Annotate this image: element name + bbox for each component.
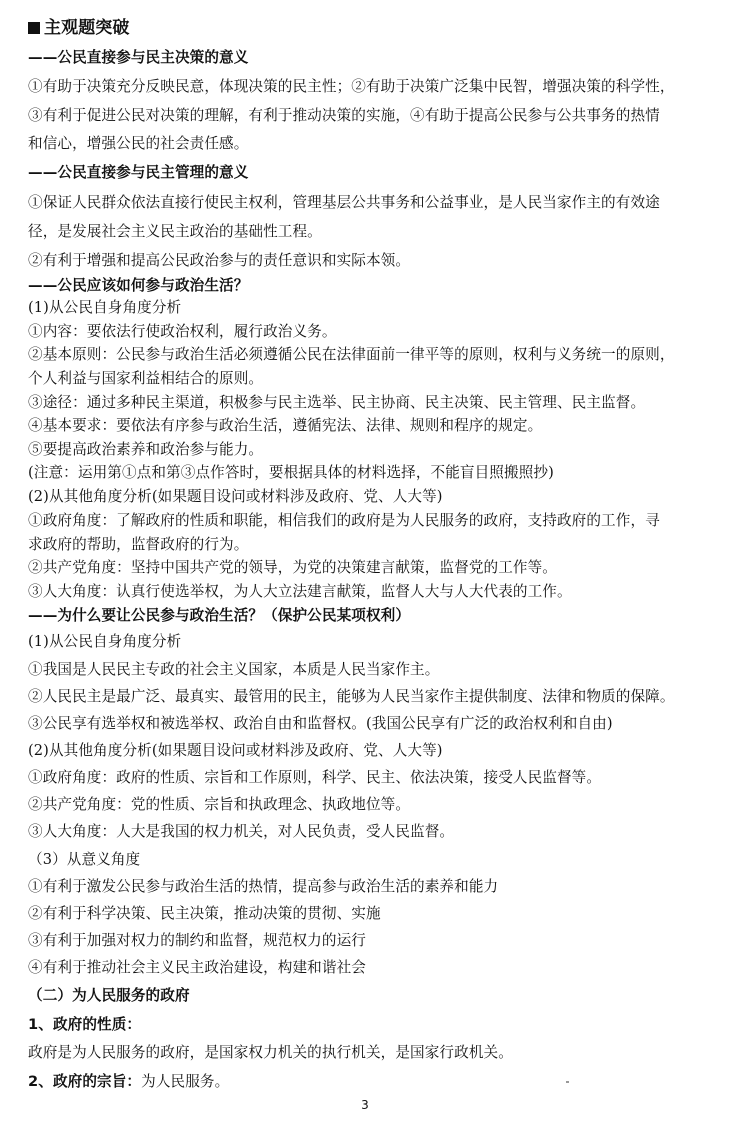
heading-decision-significance: ——公民直接参与民主决策的意义: [28, 49, 249, 66]
text-line: ①内容：要依法行使政治权利，履行政治义务。: [28, 323, 337, 340]
text-line: ①有利于激发公民参与政治生活的热情，提高参与政治生活的素养和能力: [28, 878, 499, 895]
text-line: ④有利于推动社会主义民主政治建设，构建和谐社会: [28, 959, 366, 976]
heading-serving-government: （二）为人民服务的政府: [28, 987, 190, 1004]
page-number: 3: [361, 1098, 369, 1112]
text-line: ②人民民主是最广泛、最真实、最管用的民主，能够为人民当家作主提供制度、法律和物质的保障。: [28, 688, 675, 705]
heading-management-significance: ——公民直接参与民主管理的意义: [28, 164, 249, 181]
text-line: 和信心，增强公民的社会责任感。: [28, 135, 249, 152]
text-line: ③人大角度：认真行使选举权，为人大立法建言献策，监督人大与人大代表的工作。: [28, 583, 572, 600]
text-line: (注意：运用第①点和第③点作答时，要根据具体的材料选择，不能盲目照搬照抄): [28, 464, 554, 481]
text-line: (2)从其他角度分析(如果题目设问或材料涉及政府、党、人大等): [28, 488, 443, 505]
page-title: 主观题突破: [28, 18, 716, 38]
text-line: 个人利益与国家利益相结合的原则。: [28, 370, 264, 387]
text-line: ⑤要提高政治素养和政治参与能力。: [28, 441, 264, 458]
text-line: ②有利于科学决策、民主决策，推动决策的贯彻、实施: [28, 905, 381, 922]
text-line: ③途径：通过多种民主渠道，积极参与民主选举、民主协商、民主决策、民主管理、民主监督。: [28, 394, 646, 411]
label-government-purpose: 2、政府的宗旨：: [28, 1073, 142, 1090]
text-line: [28, 1072, 716, 1092]
text-line: ④基本要求：要依法有序参与政治生活，遵循宪法、法律、规则和程序的规定。: [28, 417, 543, 434]
text-line: (1)从公民自身角度分析: [28, 299, 182, 316]
heading-government-nature: 1、政府的性质：: [28, 1016, 142, 1033]
text-line: ①有助于决策充分反映民意，体现决策的民主性；②有助于决策广泛集中民智，增强决策的科学性，: [28, 78, 675, 95]
text-line: (2)从其他角度分析(如果题目设问或材料涉及政府、党、人大等): [28, 742, 443, 759]
text-line: 径，是发展社会主义民主政治的基础性工程。: [28, 223, 322, 240]
text-line: ③有利于加强对权力的制约和监督，规范权力的运行: [28, 932, 366, 949]
text-line: 求政府的帮助，监督政府的行为。: [28, 536, 249, 553]
text-line: ②有利于增强和提高公民政治参与的责任意识和实际本领。: [28, 252, 411, 269]
text-line: ①我国是人民民主专政的社会主义国家，本质是人民当家作主。: [28, 661, 440, 678]
speck-mark: [566, 1081, 569, 1083]
text-line: ①保证人民群众依法直接行使民主权利，管理基层公共事务和公益事业，是人民当家作主的有效途: [28, 194, 660, 211]
heading-how-to-participate: ——公民应该如何参与政治生活？: [28, 277, 249, 294]
text-line: ②共产党角度：党的性质、宗旨和执政理念、执政地位等。: [28, 796, 411, 813]
square-bullet-icon: [28, 22, 40, 34]
text-line: ②共产党角度：坚持中国共产党的领导，为党的决策建言献策，监督党的工作等。: [28, 559, 557, 576]
text-line: （3）从意义角度: [28, 851, 141, 868]
text-line: ③人大角度：人大是我国的权力机关，对人民负责，受人民监督。: [28, 823, 455, 840]
text-government-purpose: 为人民服务。: [141, 1073, 230, 1090]
text-line: (1)从公民自身角度分析: [28, 633, 182, 650]
text-line: ③有利于促进公民对决策的理解，有利于推动决策的实施，④有助于提高公民参与公共事务的热情: [28, 107, 660, 124]
text-line: 政府是为人民服务的政府，是国家权力机关的执行机关，是国家行政机关。: [28, 1044, 513, 1061]
text-line: ①政府角度：政府的性质、宗旨和工作原则，科学、民主、依法决策，接受人民监督等。: [28, 769, 602, 786]
heading-why-participate: ——为什么要让公民参与政治生活？（保护公民某项权利）: [28, 607, 411, 624]
text-line: ③公民享有选举权和被选举权、政治自由和监督权。(我国公民享有广泛的政治权利和自由): [28, 715, 613, 732]
text-line: ①政府角度：了解政府的性质和职能，相信我们的政府是为人民服务的政府，支持政府的工作，寻: [28, 512, 660, 529]
text-line: ②基本原则：公民参与政治生活必须遵循公民在法律面前一律平等的原则，权利与义务统一的原则，: [28, 346, 675, 363]
